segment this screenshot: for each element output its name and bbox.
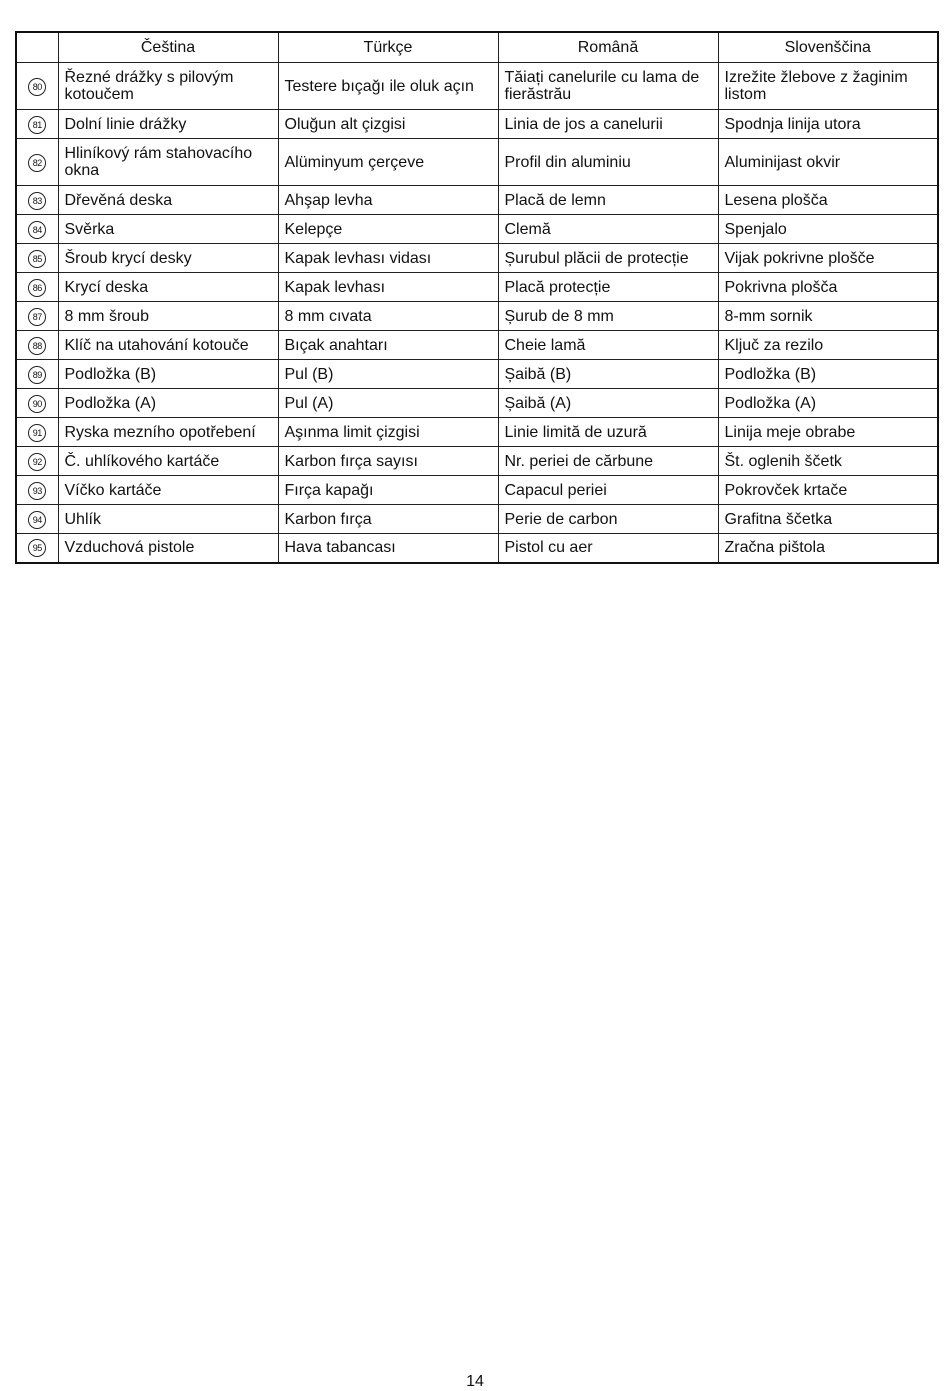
turkish-cell: Kapak levhası [278,273,498,302]
table-row [16,505,938,534]
romanian-cell: Cheie lamă [498,331,718,360]
item-number-cell [16,273,58,302]
table-row [16,534,938,563]
table-row [16,244,938,273]
item-number-cell [16,110,58,139]
item-number-cell [16,447,58,476]
circled-number: 89 [28,366,46,384]
romanian-cell: Profil din aluminiu [498,139,718,186]
turkish-cell: Karbon fırça sayısı [278,447,498,476]
table-row [16,302,938,331]
slovenian-cell: Pokrovček krtače [718,476,938,505]
romanian-cell: Șurubul plăcii de protecție [498,244,718,273]
czech-cell: Šroub krycí desky [58,244,278,273]
slovenian-cell: Grafitna ščetka [718,505,938,534]
czech-cell: Uhlík [58,505,278,534]
czech-cell: Č. uhlíkového kartáče [58,447,278,476]
table-row [16,186,938,215]
circled-number: 94 [28,511,46,529]
romanian-cell: Linie limită de uzură [498,418,718,447]
slovenian-cell: Linija meje obrabe [718,418,938,447]
slovenian-cell: Št. oglenih ščetk [718,447,938,476]
romanian-cell: Linia de jos a canelurii [498,110,718,139]
turkish-cell: Pul (A) [278,389,498,418]
turkish-cell: Fırça kapağı [278,476,498,505]
slovenian-cell: Vijak pokrivne plošče [718,244,938,273]
circled-number: 92 [28,453,46,471]
turkish-cell: Hava tabancası [278,534,498,563]
turkish-cell: Karbon fırça [278,505,498,534]
item-number-cell [16,331,58,360]
czech-cell: Řezné drážky s pilovým kotoučem [58,63,278,110]
item-number-cell [16,360,58,389]
item-number-cell [16,389,58,418]
czech-cell: Dřevěná deska [58,186,278,215]
table-row [16,447,938,476]
romanian-cell: Nr. periei de cărbune [498,447,718,476]
header-romanian: Română [498,32,718,63]
table-row [16,215,938,244]
romanian-cell: Șaibă (B) [498,360,718,389]
czech-cell: Svěrka [58,215,278,244]
turkish-cell: Oluğun alt çizgisi [278,110,498,139]
czech-cell: Podložka (B) [58,360,278,389]
table-row [16,389,938,418]
header-czech: Čeština [58,32,278,63]
table-row [16,331,938,360]
circled-number: 84 [28,221,46,239]
czech-cell: Ryska mezního opotřebení [58,418,278,447]
circled-number: 95 [28,539,46,557]
czech-cell: Hliníkový rám stahovacího okna [58,139,278,186]
item-number-cell [16,418,58,447]
turkish-cell: Pul (B) [278,360,498,389]
slovenian-cell: Izrežite žlebove z žaginim listom [718,63,938,110]
circled-number: 82 [28,154,46,172]
turkish-cell: Kelepçe [278,215,498,244]
circled-number: 90 [28,395,46,413]
czech-cell: Klíč na utahování kotouče [58,331,278,360]
slovenian-cell: Spodnja linija utora [718,110,938,139]
romanian-cell: Șurub de 8 mm [498,302,718,331]
czech-cell: Víčko kartáče [58,476,278,505]
czech-cell: Podložka (A) [58,389,278,418]
item-number-cell [16,534,58,563]
item-number-cell [16,476,58,505]
turkish-cell: Bıçak anahtarı [278,331,498,360]
table-row [16,110,938,139]
czech-cell: Vzduchová pistole [58,534,278,563]
czech-cell: Krycí deska [58,273,278,302]
item-number-cell [16,215,58,244]
item-number-cell [16,505,58,534]
table-row [16,418,938,447]
turkish-cell: Testere bıçağı ile oluk açın [278,63,498,110]
circled-number: 91 [28,424,46,442]
circled-number: 81 [28,116,46,134]
romanian-cell: Placă de lemn [498,186,718,215]
czech-cell: Dolní linie drážky [58,110,278,139]
item-number-cell [16,63,58,110]
turkish-cell: Ahşap levha [278,186,498,215]
header-number-column [16,32,58,63]
table-row [16,360,938,389]
romanian-cell: Pistol cu aer [498,534,718,563]
header-turkish: Türkçe [278,32,498,63]
romanian-cell: Capacul periei [498,476,718,505]
circled-number: 87 [28,308,46,326]
table-body [16,63,938,563]
page-number: 14 [466,1373,484,1390]
slovenian-cell: Pokrivna plošča [718,273,938,302]
slovenian-cell: 8-mm sornik [718,302,938,331]
circled-number: 86 [28,279,46,297]
romanian-cell: Placă protecție [498,273,718,302]
slovenian-cell: Ključ za rezilo [718,331,938,360]
romanian-cell: Clemă [498,215,718,244]
turkish-cell: Aşınma limit çizgisi [278,418,498,447]
parts-terminology-table [15,31,939,564]
item-number-cell [16,186,58,215]
circled-number: 88 [28,337,46,355]
romanian-cell: Șaibă (A) [498,389,718,418]
slovenian-cell: Zračna pištola [718,534,938,563]
slovenian-cell: Podložka (B) [718,360,938,389]
turkish-cell: Kapak levhası vidası [278,244,498,273]
turkish-cell: 8 mm cıvata [278,302,498,331]
item-number-cell [16,302,58,331]
romanian-cell: Perie de carbon [498,505,718,534]
turkish-cell: Alüminyum çerçeve [278,139,498,186]
slovenian-cell: Aluminijast okvir [718,139,938,186]
slovenian-cell: Podložka (A) [718,389,938,418]
circled-number: 93 [28,482,46,500]
header-slovenian: Slovenščina [718,32,938,63]
header-row [16,32,938,63]
table-row [16,139,938,186]
item-number-cell [16,244,58,273]
czech-cell: 8 mm šroub [58,302,278,331]
table-row [16,476,938,505]
romanian-cell: Tăiați canelurile cu lama de fierăstrău [498,63,718,110]
circled-number: 80 [28,78,46,96]
slovenian-cell: Lesena plošča [718,186,938,215]
circled-number: 85 [28,250,46,268]
item-number-cell [16,139,58,186]
slovenian-cell: Spenjalo [718,215,938,244]
table-row [16,63,938,110]
table-row [16,273,938,302]
circled-number: 83 [28,192,46,210]
